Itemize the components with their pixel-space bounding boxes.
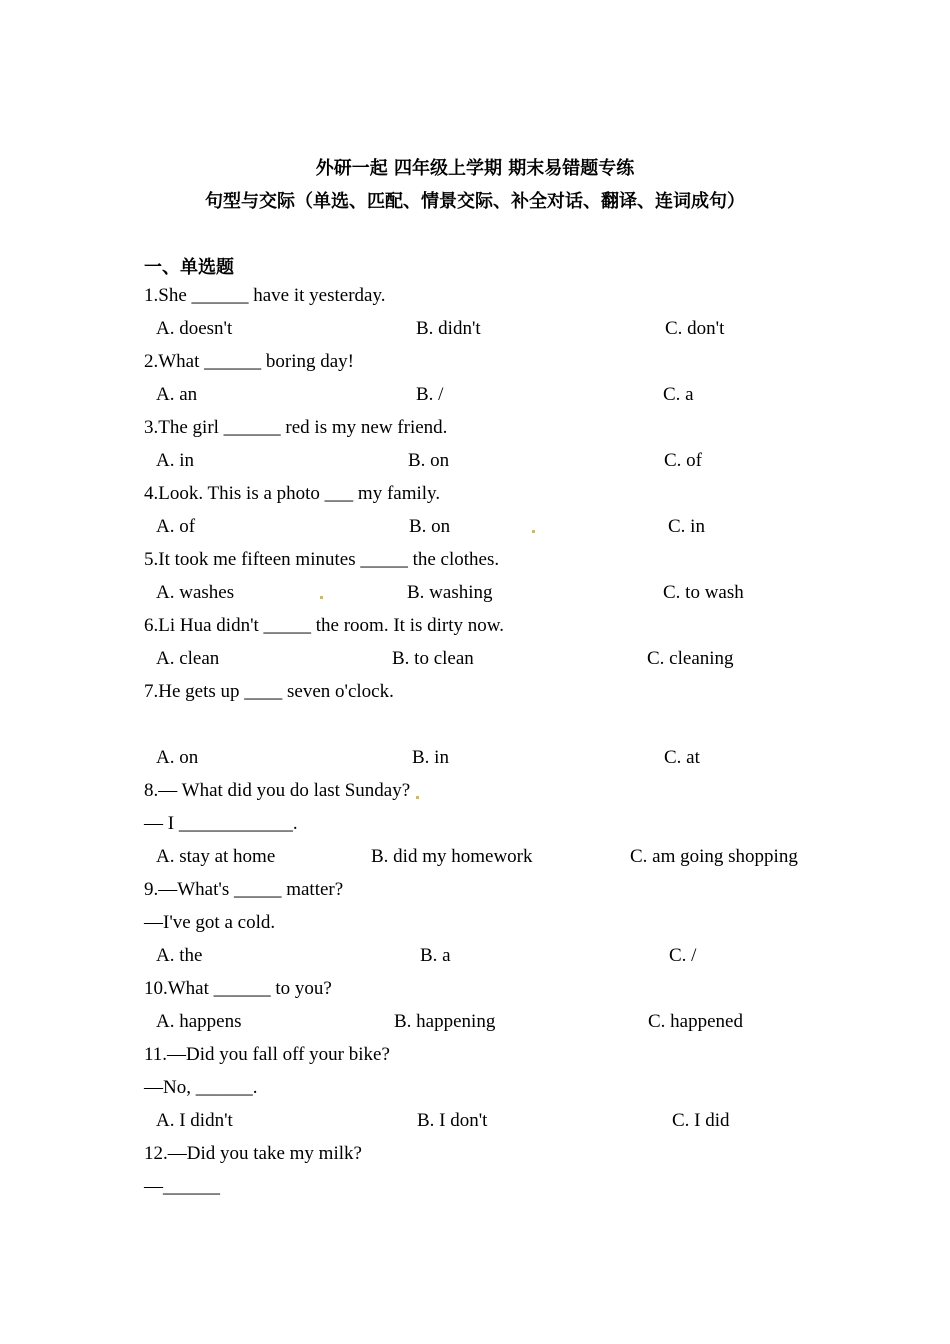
question-10-option-b: B. happening — [394, 1011, 496, 1032]
question-11-option-c: C. I did — [672, 1110, 730, 1131]
question-12-answer-line: —______ — [144, 1176, 220, 1197]
question-12-stem: 12.—Did you take my milk? — [144, 1143, 362, 1164]
question-11-option-a: A. I didn't — [156, 1110, 233, 1131]
question-2-option-a: A. an — [156, 384, 198, 405]
question-8-option-a: A. stay at home — [156, 846, 276, 867]
question-6-option-c: C. cleaning — [647, 648, 734, 669]
question-6-option-a: A. clean — [156, 648, 220, 669]
question-9-answer-line: —I've got a cold. — [144, 912, 276, 933]
question-8-option-c: C. am going shopping — [630, 846, 798, 867]
question-3-option-c: C. of — [664, 450, 702, 471]
question-9-option-b: B. a — [420, 945, 451, 966]
speck-mark — [532, 530, 535, 533]
section-heading: 一、单选题 — [144, 257, 234, 278]
question-3-option-b: B. on — [408, 450, 450, 471]
question-8-option-b: B. did my homework — [371, 846, 533, 867]
question-8-stem: 8.— What did you do last Sunday? — [144, 780, 411, 801]
question-10-stem: 10.What ______ to you? — [144, 978, 332, 999]
question-5-option-c: C. to wash — [663, 582, 744, 603]
question-7-option-c: C. at — [664, 747, 700, 768]
question-6-option-b: B. to clean — [392, 648, 474, 669]
question-4-option-b: B. on — [409, 516, 451, 537]
question-11-option-b: B. I don't — [417, 1110, 488, 1131]
question-9-stem: 9.—What's _____ matter? — [144, 879, 344, 900]
question-3-stem: 3.The girl ______ red is my new friend. — [144, 417, 448, 438]
question-4-stem: 4.Look. This is a photo ___ my family. — [144, 483, 441, 504]
question-7-option-b: B. in — [412, 747, 449, 768]
question-11-answer-line: —No, ______. — [144, 1077, 258, 1098]
page-title: 外研一起 四年级上学期 期末易错题专练 — [315, 158, 635, 179]
question-10-option-a: A. happens — [156, 1011, 242, 1032]
speck-mark — [320, 596, 323, 599]
question-3-option-a: A. in — [156, 450, 194, 471]
question-10-option-c: C. happened — [648, 1011, 743, 1032]
question-9-option-a: A. the — [156, 945, 203, 966]
question-1-option-a: A. doesn't — [156, 318, 233, 339]
question-2-stem: 2.What ______ boring day! — [144, 351, 355, 372]
question-7-option-a: A. on — [156, 747, 199, 768]
question-1-stem: 1.She ______ have it yesterday. — [144, 285, 386, 306]
question-1-option-c: C. don't — [665, 318, 725, 339]
speck-mark — [416, 796, 419, 799]
question-1-option-b: B. didn't — [416, 318, 481, 339]
question-2-option-c: C. a — [663, 384, 694, 405]
question-11-stem: 11.—Did you fall off your bike? — [144, 1044, 390, 1065]
question-8-answer-line: — I ____________. — [144, 813, 298, 834]
question-5-option-b: B. washing — [407, 582, 493, 603]
question-5-option-a: A. washes — [156, 582, 235, 603]
question-5-stem: 5.It took me fifteen minutes _____ the clothes. — [144, 549, 500, 570]
question-2-option-b: B. / — [416, 384, 444, 405]
page-subtitle: 句型与交际（单选、匹配、情景交际、补全对话、翻译、连词成句） — [205, 191, 745, 212]
question-4-option-a: A. of — [156, 516, 196, 537]
question-4-option-c: C. in — [668, 516, 705, 537]
question-9-option-c: C. / — [669, 945, 697, 966]
question-7-stem: 7.He gets up ____ seven o'clock. — [144, 681, 394, 702]
question-6-stem: 6.Li Hua didn't _____ the room. It is dirty now. — [144, 615, 504, 636]
